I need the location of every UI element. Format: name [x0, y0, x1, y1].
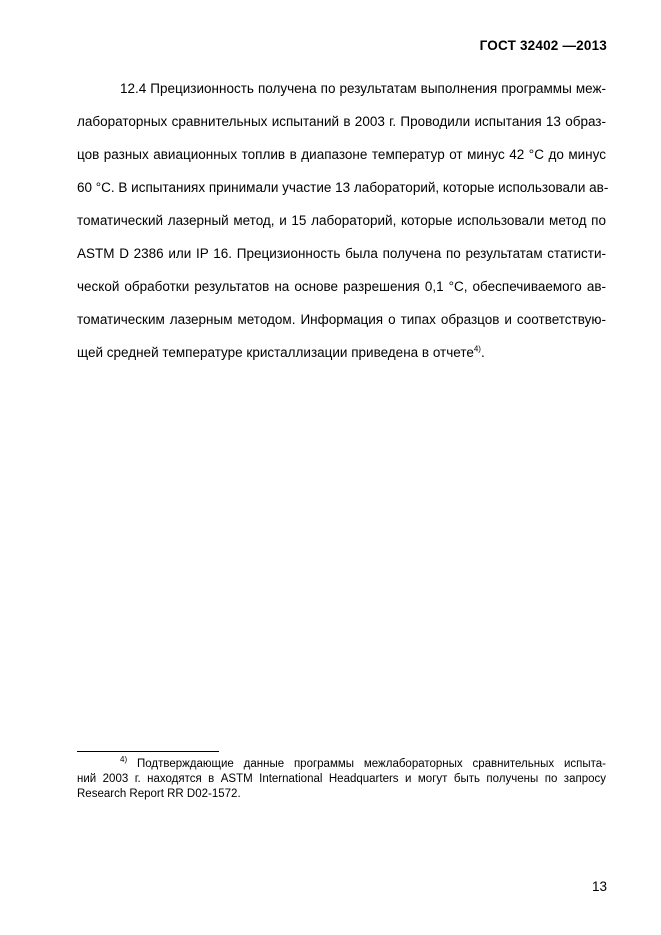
- paragraph-line: ASTM D 2386 или IP 16. Прецизионность была получена по результатам статисти-: [77, 246, 606, 261]
- footnote-line: [77, 757, 606, 772]
- footnote-4: [77, 757, 606, 802]
- footnote-separator: [77, 751, 219, 752]
- footnote-marker: 4): [120, 755, 128, 765]
- document-header-standard-id: ГОСТ 32402 —2013: [479, 38, 607, 53]
- footnote-reference[interactable]: 4): [473, 344, 481, 354]
- paragraph-last-line-end: .: [480, 345, 485, 360]
- paragraph-last-line: [77, 336, 606, 369]
- paragraph-12-4: [77, 72, 609, 369]
- paragraph-line: цов разных авиационных топлив в диапазоне температур от минус 42 °С до минус: [77, 147, 606, 162]
- paragraph-line: томатическим лазерным методом. Информация о типах образцов и соответствую-: [77, 312, 606, 327]
- paragraph-line: 12.4 Прецизионность получена по результатам выполнения программы меж-: [120, 81, 606, 96]
- footnote-line: Research Report RR D02-1572.: [77, 788, 241, 800]
- paragraph-line: ческой обработки результатов на основе разрешения 0,1 °С, обеспечиваемого ав-: [77, 279, 606, 294]
- paragraph-line: 60 °С. В испытаниях принимали участие 13 лабораторий, которые использовали ав-: [77, 180, 609, 195]
- page-number: 13: [591, 879, 607, 894]
- footnote-line: ний 2003 г. находятся в ASTM International Headquarters и могут быть получены по запросу: [77, 773, 606, 785]
- paragraph-last-line-text: щей средней температуре кристаллизации приведена в отчете: [77, 345, 474, 360]
- paragraph-line: лабораторных сравнительных испытаний в 2003 г. Проводили испытания 13 образ-: [77, 114, 606, 129]
- footnote-line-1-text: Подтверждающие данные программы межлабораторных сравнительных испыта-: [127, 758, 606, 770]
- paragraph-line: томатический лазерный метод, и 15 лабораторий, которые использовали метод по: [77, 213, 606, 228]
